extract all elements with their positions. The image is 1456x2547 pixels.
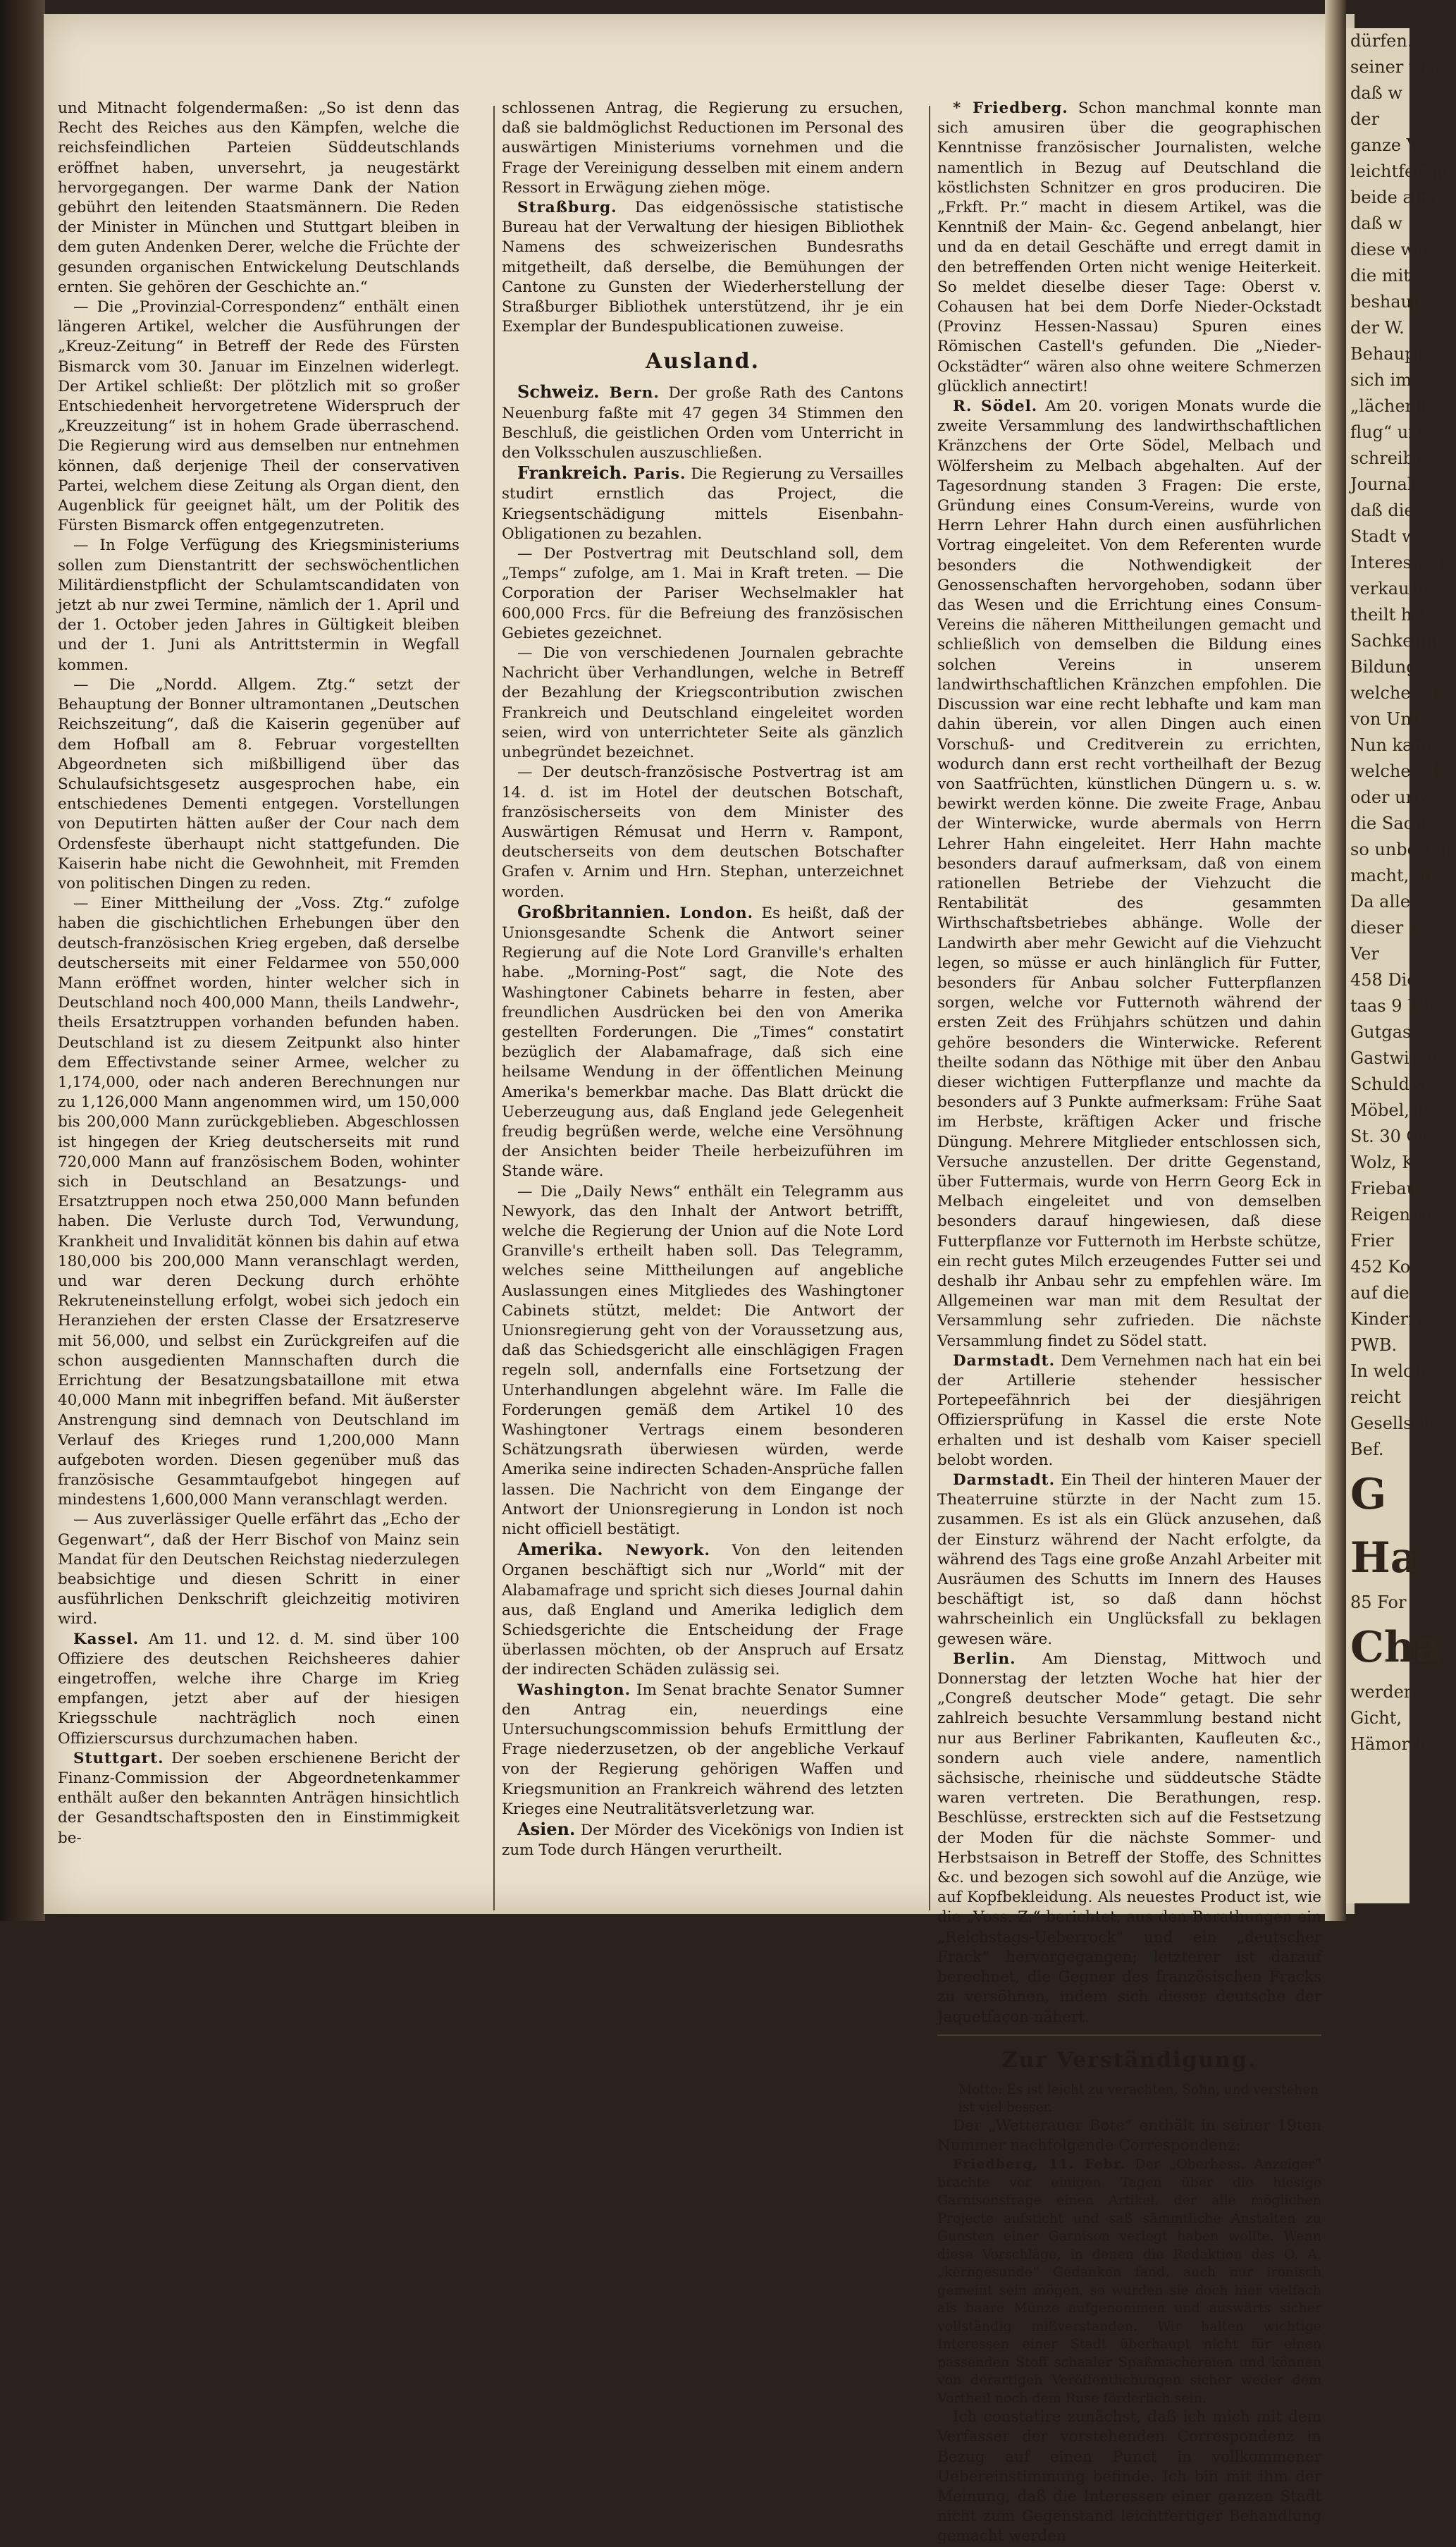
article-paragraph xyxy=(58,1749,459,1848)
adjacent-page-line: flug“ un xyxy=(1350,422,1419,442)
adjacent-page-ad-line: Cha xyxy=(1350,1623,1443,1672)
article-paragraph xyxy=(937,99,1321,397)
paragraph-text: Das eidgenössische statistische Bureau hat der Verwaltung der hiesigen Bibliothek Namens des schweizerischen Bundesraths mitgetheilt, daß derselbe, die Bemühungen der Cantone zu Gunsten der Wiederherstellung der Straßburger Bibliothek unterstützend, ihr je ein Exemplar der Bundespublicationen zuweise. xyxy=(502,199,903,336)
column-rule xyxy=(929,106,930,1910)
adjacent-page-ad-line: Ha xyxy=(1350,1533,1418,1583)
adjacent-page-line: macht, so xyxy=(1350,866,1433,885)
paragraph-text: Es heißt, daß der Unionsgesandte Schenk die Antwort seiner Regierung auf die Note Lord Granville's erhalten habe. „Morning-Post“ sagt, die Note des Washingtoner Cabinets beharre in festen, aber freundlichen Ausdrücken bei den von Amerika gestellten Forderungen. Die „Times“ constatirt bezüglich der Alabamafrage, daß sich eine heilsame Wendung in der öffentlichen Meinung Amerika's bemerkbar mache. Das Blatt drückt die Ueberzeugung aus, daß England jede Gelegenheit freudig begrüßen werde, welche eine Versöhnung der Ansichten beider Theile herbeizuführen im Stande wäre. xyxy=(502,904,903,1181)
dateline: Washington. xyxy=(517,1681,631,1699)
adjacent-page-line: dieser G xyxy=(1350,918,1423,938)
dateline: London. xyxy=(670,904,754,922)
article-paragraph xyxy=(502,1182,903,1540)
adjacent-page-line: welches d xyxy=(1350,761,1436,781)
adjacent-page-line: theilt hab xyxy=(1350,605,1433,625)
article-paragraph xyxy=(502,463,903,544)
paragraph-text: Schon manchmal konnte man sich amusiren über die geographischen Kenntnisse französischer Journalisten, welche namentlich in Bezug auf Deutschland die köstlichsten Schnitzer en gros produciren. Die „Frkft. Pr.“ macht in diesem Artikel, was die Kenntniß der Main- &c. Gegend anbelangt, hier und da en detail Geschäfte und erregt damit in den betreffenden Orten nicht wenige Heiterkeit. So meldet dieselbe dieser Tage: Oberst v. Cohausen hat bei dem Dorfe Nieder-Ockstadt (Provinz Hessen-Nassau) Spuren eines Römischen Castell's gefunden. Die „Nieder-Ockstädter“ wären also ohne weitere Schmerzen glücklich annectirt! xyxy=(937,99,1321,395)
article-paragraph xyxy=(502,544,903,644)
dateline: Darmstadt. xyxy=(953,1471,1056,1490)
section-divider xyxy=(937,2034,1321,2036)
paragraph-text: — Die „Daily News“ enthält ein Telegramm aus Newyork, das den Inhalt der Antwort betrifft, welche die Regierung der Union auf die Note Lord Granville's ertheilt haben soll. Das Telegramm, welches seine Mittheilungen auf angebliche Auslassungen eines Mitgliedes des Washingtoner Cabinets stützt, meldet: Die Antwort der Unionsregierung geht von der Voraussetzung aus, daß das Schiedsgericht alle einschlägigen Fragen regeln soll, andernfalls eine Fortsetzung der Unterhandlungen abgelehnt wäre. Im Falle die Forderungen gemäß dem Artikel 10 des Washingtoner Vertrags einem besonderen Schätzungsrath überwiesen würden, werde Amerika seine indirecten Schaden-Ansprüche fallen lassen. Die Nachricht von dem Eingange der Antwort der Unionsregierung in London ist noch nicht officiell bestätigt. xyxy=(502,1182,903,1539)
paragraph-text: Am 20. vorigen Monats wurde die zweite Versammlung des landwirthschaftlichen Kränzchens der Orte Södel, Melbach und Wölfersheim zu Melbach abgehalten. Auf der Tagesordnung standen 3 Fragen: Die erste, Gründung eines Consum-Vereins, wurde von Herrn Lehrer Hahn durch einen ausführlichen Vortrag eingeleitet. Von dem Referenten wurde besonders die Nothwendigkeit der Genossenschaften hervorgehoben, sodann über das Wesen und die Errichtung eines Consum-Vereins die näheren Mittheilungen gemacht und schließlich von demselben die Bildung eines solchen Vereins in unserem landwirthschaftlichen Kränzchen empfohlen. Die Discussion war eine recht lebhafte und kam man dahin überein, vor allen Dingen auch einen Vorschuß- und Creditverein zu errichten, wodurch dann erst recht vortheilhaft der Bezug von Saatfrüchten, künstlichen Düngern u. s. w. bewirkt werden könne. Die zweite Frage, Anbau der Winterwicke, wurde abermals von Herrn Lehrer Hahn eingeleitet. Herr Hahn machte besonders darauf aufmerksam, daß von einem rationellen Betriebe der Viehzucht die Rentabilität des gesammten Wirthschaftsbetriebes abhänge. Wolle der Landwirth aber mehr Gewicht auf die Viehzucht legen, so müsse er auch hinlänglich für Futter, besonders für Anbau solcher Futterpflanzen sorgen, welche vor Futternoth während der ersten Zeit des Frühjahrs schützen und dahin gehöre besonders die Winterwicke. Referent theilte sodann das Nöthige mit über den Anbau dieser wichtigen Futterpflanze und machte da besonders auf 3 Punkte aufmerksam: Frühe Saat im Herbste, kräftigen Acker und frische Düngung. Mehrere Mitglieder entschlossen sich, Versuche anzustellen. Der dritte Gegenstand, über Futtermais, wurde von Herrn Georg Eck in Melbach eingeleitet und von demselben besonders darauf hingewiesen, daß diese Futterpflanze vor Futternoth im Herbste schütze, ein recht gutes Milch erzeugendes Futter sei und deshalb ihr Anbau sehr zu empfehlen wäre. Im Allgemeinen war man mit dem Resultat der Versammlung sehr zufrieden. Die nächste Versammlung findet zu Södel statt. xyxy=(937,398,1321,1350)
dateline: Kassel. xyxy=(73,1630,140,1648)
paragraph-text: — Die „Nordd. Allgem. Ztg.“ setzt der Behauptung der Bonner ultramontanen „Deutschen Reichszeitung“, daß die Kaiserin gegenüber auf dem Hofball am 8. Februar vorgestellten Abgeordneten sich mißbilligend über das Schulaufsichtsgesetz ausgesprochen habe, ein entschiedenes Dementi entgegen. Vorstellungen von Deputirten hätten außer der Cour nach dem Ordensfeste überhaupt nicht stattgefunden. Die Kaiserin habe nicht die Gewohnheit, mit Fremden von politischen Dingen zu reden. xyxy=(58,675,459,892)
adjacent-page-ad-line: Gutgasse xyxy=(1350,1022,1430,1042)
adjacent-page-ad-line: reicht xyxy=(1350,1387,1401,1407)
paragraph-text: schlossenen Antrag, die Regierung zu ersuchen, daß sie baldmöglichst Reductionen im Personal des auswärtigen Ministeriums vornehmen und die Frage der Vereinigung desselben mit einem andern Ressort in Erwägung ziehen möge. xyxy=(502,99,903,197)
article-paragraph xyxy=(502,1819,903,1860)
article-paragraph xyxy=(937,1471,1321,1650)
adjacent-page-line: daß w xyxy=(1350,83,1402,103)
adjacent-page-line: Behauptun xyxy=(1350,344,1444,364)
dateline: * Friedberg. xyxy=(953,99,1068,117)
article-paragraph xyxy=(58,894,459,1510)
column-2 xyxy=(502,99,903,1860)
dateline: Berlin. xyxy=(953,1650,1016,1668)
paragraph-text: Der soeben erschienene Bericht der Finanz-Commission der Abgeordnetenkammer enthält außer den bekannten Anträgen hinsichtlich der Gesandtschaftsposten den in Einstimmigkeit be- xyxy=(58,1749,459,1847)
adjacent-page-line: Da alle xyxy=(1350,892,1411,912)
paragraph-text: Von den leitenden Organen beschäftigt sich nur „World“ mit der Alabamafrage und spricht sich dieses Journal dahin aus, daß England und Amerika lediglich dem Schiedsgerichte die Entscheidung der Frage überlassen möchten, ob der Anspruch auf Ersatz der indirecten Schäden zulässig sei. xyxy=(502,1542,903,1679)
article-paragraph xyxy=(58,1510,459,1629)
adjacent-page-line: Journal xyxy=(1350,474,1413,494)
adjacent-page-ad-line: In welche xyxy=(1350,1361,1434,1381)
paragraph-text: — Der Postvertrag mit Deutschland soll, dem „Temps“ zufolge, am 1. Mai in Kraft treten. — Die Corporation der Pariser Wechselmakler hat 600,000 Frcs. für die Befreiung des französischen Gebietes gezeichnet. xyxy=(502,545,903,642)
adjacent-page-ad-line: Friebau xyxy=(1350,1179,1418,1198)
adjacent-page-line: seiner wiss xyxy=(1350,57,1446,77)
book-edge xyxy=(0,0,45,1921)
adjacent-page-line: schreibe xyxy=(1350,448,1424,468)
article-paragraph xyxy=(502,1681,903,1819)
adjacent-page-ad-line: Gesellsch xyxy=(1350,1413,1433,1433)
paragraph-text: und Mitnacht folgendermaßen: „So ist denn das Recht des Reiches aus den Kämpfen, welche die reichsfeindlichen Parteien Süddeutschlands eröffnet haben, unversehrt, ja neugestärkt hervorgegangen. Der warme Dank der Nation gebührt den leitenden Staatsmännern. Die Reden der Minister in München und Stuttgart bleiben in dem guten Andenken Derer, welche die Früchte der gesunden organischen Entwickelung Deutschlands ernten. Sie gehören der Geschichte an.“ xyxy=(58,99,459,296)
paragraph-text: Ein Theil der hinteren Mauer der Theaterruine stürzte in der Nacht zum 15. zusammen. Es ist als ein Glück anzusehen, daß der Einsturz während der Nacht erfolgte, da während des Tags eine große Anzahl Arbeiter mit Ausräumen des Schutts im Innern des Hauses beschäftigt ist, so daß dann höchst wahrscheinlich ein Unglücksfall zu beklagen gewesen wäre. xyxy=(937,1471,1321,1648)
article-paragraph xyxy=(502,763,903,902)
paragraph-text: Die Regierung zu Versailles studirt ernstlich das Project, die Kriegsentschädigung mittels Eisenbahn-Obligationen zu bezahlen. xyxy=(502,465,903,543)
article-paragraph xyxy=(502,644,903,763)
paragraph-text: Ich constatire zunächst, daß ich mich mit dem Verfasser der vorstehenden Correspondenz in Bezug auf einen Punct in vollkommener Uebereinstimmung befinde. Ich bin mit ihm der Meinung, daß die Interessen einer ganzen Stadt nicht zum Gegenstand leichtfertiger Behandlung gemacht werden xyxy=(937,2408,1321,2546)
adjacent-page-line: welches d xyxy=(1350,683,1436,703)
adjacent-page-fragment xyxy=(1346,28,1456,1903)
motto: Motto: Es ist leicht zu verachten, Sohn, und verstehen ist viel besser. xyxy=(958,2082,1319,2115)
paragraph-text: — Aus zuverlässiger Quelle erfährt das „Echo der Gegenwart“, daß der Herr Bischof von Mainz sein Mandat für den Deutschen Reichstag niederzulegen beabsichtige und diesen Schritt in einer ausführlichen Denkschrift gleichzeitig motiviren wird. xyxy=(58,1511,459,1628)
dateline: Darmstadt. xyxy=(953,1351,1056,1370)
adjacent-page-line: von Unbe xyxy=(1350,709,1433,729)
adjacent-page-line: daß w xyxy=(1350,214,1402,233)
adjacent-page-ad-line: PWB. xyxy=(1350,1335,1398,1355)
article-paragraph xyxy=(58,297,459,536)
article-paragraph xyxy=(937,2407,1321,2546)
adjacent-page-line: dürfen. xyxy=(1350,31,1413,51)
paragraph-text: Im Senat brachte Senator Sumner den Antrag ein, neuerdings eine Untersuchungscommission behufs Ermittlung der Frage niederzusetzen, ob der angebliche Verkauf von der Regierung gehörigen Waffen und Kriegsmunition an Frankreich während des letzten Krieges eine Neutralitätsverletzung war. xyxy=(502,1681,903,1818)
adjacent-page-line: der W. xyxy=(1350,318,1405,338)
paragraph-text: Der „Wetterauer Bote“ enthält in seiner 19ten Nummer nachfolgende Correspondenz: xyxy=(937,2116,1321,2154)
paragraph-text: — Der deutsch-französische Postvertrag ist am 14. d. ist im Hotel der deutschen Botschaft, französischerseits von dem Minister des Auswärtigen Rémusat und Herrn v. Rampont, deutscherseits von dem deutschen Botschafter Grafen v. Arnim und Hrn. Stephan, unterzeichnet worden. xyxy=(502,763,903,901)
page-gutter xyxy=(1325,0,1346,1921)
adjacent-page-ad-line: 458 Die xyxy=(1350,970,1417,990)
adjacent-page-ad-line: St. 30 Ok xyxy=(1350,1127,1431,1146)
paragraph-text: Dem Vernehmen nach hat ein bei der Artillerie stehender hessischer Portepeefähnrich bei der diesjährigen Offiziersprüfung in Kassel die erste Note erhalten und ist deshalb vom Kaiser speciell belobt worden. xyxy=(937,1351,1321,1469)
adjacent-page-ad-line: Möbel, B xyxy=(1350,1100,1428,1120)
adjacent-page-line: so unbedeu xyxy=(1350,840,1449,859)
country-heading: Amerika. xyxy=(517,1539,603,1560)
dateline: R. Södel. xyxy=(953,398,1038,416)
article-paragraph xyxy=(937,1351,1321,1471)
adjacent-page-line: oder unw xyxy=(1350,787,1431,807)
paragraph-text: Der „Oberhess. Anzeiger“ brachte vor einigen Tagen über die hiesige Garnisonsfrage einen Artikel, der alle möglichen Projecte aufsticht und saß sämmtliche Anstalten zu Gunsten einer Garnison verlegt haben wollte. Wenn diese Vorschläge, in denen die Redaktion des O. A. „kerngesunde“ Gedanken fand, auch nur ironisch gemeint sein mögen, so wurden sie doch hier vielfach als baare Münze aufgenommen und auswärts sicher vollständig mißverstanden. Wir halten wichtige Interessen einer Stadt überhaupt nicht für einen passenden Stoff schaaler Spaßmachereien und können von derartigen Veröffentlichungen sicher weder dem Vortheil noch dem Ruse förderlich sein. xyxy=(937,2156,1321,2406)
adjacent-page-line: beide aber xyxy=(1350,188,1442,207)
adjacent-page-ad-line: taas 9 Uh xyxy=(1350,996,1433,1016)
adjacent-page-ad-line: Bef. xyxy=(1350,1440,1384,1459)
article-paragraph xyxy=(937,397,1321,1351)
article-paragraph xyxy=(58,99,459,297)
adjacent-page-line: „lächerlic xyxy=(1350,396,1433,416)
article-paragraph xyxy=(502,1540,903,1680)
article-paragraph xyxy=(937,2116,1321,2156)
paragraph-text: — Die „Provinzial-Correspondenz“ enthält einen längeren Artikel, welcher die Ausführungen der „Kreuz-Zeitung“ in Betreff der Rede des Fürsten Bismarck vom 30. Januar im Einzelnen widerlegt. Der Artikel schließt: Der plötzlich mit so großer Entschiedenheit hervorgetretene Widerspruch der „Kreuzzeitung“ ist in hohem Grade überraschend. Die Regierung wird aus demselben nur entnehmen können, daß derjenige Theil der conservativen Partei, welchem diese Zeitung als Organ dient, den Augenblick für geeignet hält, um der Politik des Fürsten Bismarck offen entgegenzutreten. xyxy=(58,298,459,535)
adjacent-page-line: Interessen xyxy=(1350,553,1441,572)
adjacent-page-ad-line: Frier xyxy=(1350,1231,1394,1251)
adjacent-page-ad-line: Kindern xyxy=(1350,1309,1419,1329)
paragraph-text: Am Dienstag, Mittwoch und Donnerstag der letzten Woche hat hier der „Congreß deutscher Mode“ getagt. Die sehr zahlreich besuchte Versammlung bestand nicht nur aus Berliner Fabrikanten, Kaufleuten &c., sondern auch viele andere, namentlich sächsische, rheinische und süddeutsche Städte waren vertreten. Die Berathungen, resp. Beschlüsse, erstreckten sich auf die Festsetzung der Moden für die nächste Sommer- und Herbstsaison in Betreff der Stoffe, des Schnittes &c. und bezogen sich sowohl auf die Anzüge, wie auf Kopfbekleidung. Als neuestes Product ist, wie die „Voss. Z.“ berichtet, aus den Berathungen ein „Reichstags-Ueberrock“ und ein „deutscher Frack“ hervorgegangen; letzterer ist darauf berechnet, die Gegner des französischen Fracks zu versöhnen, indem sich dieser deutsche der Jaquetfaçon nähert. xyxy=(937,1650,1321,2026)
adjacent-page-line: daß diese xyxy=(1350,501,1433,520)
adjacent-page-ad-line: Wolz, K xyxy=(1350,1153,1414,1172)
article-paragraph xyxy=(502,198,903,337)
adjacent-page-ad-line: Reigenwe xyxy=(1350,1205,1435,1225)
column-3 xyxy=(937,99,1321,2547)
article-paragraph xyxy=(502,902,903,1182)
adjacent-page-line: beshaupt xyxy=(1350,292,1430,312)
section-heading: Zur Verständigung. xyxy=(1001,2047,1257,2073)
paragraph-text: — In Folge Verfügung des Kriegsministeriums sollen zum Dienstantritt der sechswöchentlichen Militärdienstpflicht der Schulamtscandidaten von jetzt ab nur zwei Termine, nämlich der 1. April und der 1. October jeden Jahres in Gültigkeit bleiben und der 1. Juni als Antrittstermin in Wegfall kommen. xyxy=(58,536,459,674)
adjacent-page-line: verkaufe xyxy=(1350,579,1426,599)
section-heading: Ausland. xyxy=(645,349,760,374)
article-paragraph xyxy=(58,675,459,894)
adjacent-page-ad-line: werden xyxy=(1350,1682,1415,1702)
dateline: Newyork. xyxy=(603,1542,711,1560)
article-paragraph xyxy=(937,2156,1321,2407)
adjacent-page-ad-line: G xyxy=(1350,1470,1387,1519)
adjacent-page-line: Stadt w xyxy=(1350,527,1417,546)
column-rule xyxy=(493,106,495,1910)
article-paragraph xyxy=(502,99,903,198)
column-1 xyxy=(58,99,459,1848)
country-heading: Großbritannien. xyxy=(517,901,671,922)
dateline: Paris. xyxy=(627,465,686,484)
adjacent-page-ad-line: 452 Ko xyxy=(1350,1257,1411,1277)
adjacent-page-line: leichtfertige xyxy=(1350,161,1456,181)
paragraph-text: Am 11. und 12. d. M. sind über 100 Offiziere des deutschen Reichsheeres dahier eingetroffen, welche ihre Charge im Krieg empfangen, jetzt aber auf der hiesigen Kriegsschule nachträglich noch einen Offizierscursus durchzumachen haben. xyxy=(58,1630,459,1748)
adjacent-page-line: die mit xyxy=(1350,266,1410,286)
adjacent-page-ad-line: Hämorrh xyxy=(1350,1734,1429,1754)
adjacent-page-ad-line: Gicht, xyxy=(1350,1708,1402,1728)
adjacent-page-ad-line: auf dies xyxy=(1350,1283,1418,1303)
country-heading: Schweiz. xyxy=(517,381,600,403)
adjacent-page-line: Sachkennt xyxy=(1350,631,1441,651)
country-heading: Frankreich. xyxy=(517,462,628,484)
dateline: Friedberg, 11. Febr. xyxy=(953,2156,1125,2173)
dateline: Stuttgart. xyxy=(73,1749,164,1767)
adjacent-page-line: Nun kann xyxy=(1350,735,1435,755)
dateline: Bern. xyxy=(599,384,660,403)
article-paragraph xyxy=(502,382,903,463)
adjacent-page-ad-line: Schuldwe xyxy=(1350,1074,1434,1094)
article-paragraph xyxy=(58,1630,459,1749)
adjacent-page-line: die Sache xyxy=(1350,814,1434,833)
paragraph-text: Der Mörder des Vicekönigs von Indien ist zum Tode durch Hängen verurtheilt. xyxy=(502,1822,903,1860)
adjacent-page-line: der xyxy=(1350,109,1380,129)
article-paragraph xyxy=(937,1650,1321,2027)
article-paragraph xyxy=(58,536,459,675)
adjacent-page-ad-line: Gastwirths xyxy=(1350,1048,1444,1068)
paragraph-text: — Die von verschiedenen Journalen gebrachte Nachricht über Verhandlungen, welche in Betreff der Bezahlung der Kriegscontribution zwischen Frankreich und Deutschland eingeleitet worden seien, wird von unterrichteter Seite als gänzlich unbegründet bezeichnet. xyxy=(502,644,903,762)
dateline: Straßburg. xyxy=(517,199,617,217)
adjacent-page-ad-line: 85 For xyxy=(1350,1592,1407,1612)
paragraph-text: — Einer Mittheilung der „Voss. Ztg.“ zufolge haben die gischichtlichen Erhebungen über den deutsch-französischen Krieg ergeben, daß derselbe deutscherseits mit einer Feldarmee von 550,000 Mann eröffnet worden, hinter welcher sich in Deutschland noch 400,000 Mann, theils Landwehr-, theils Ersatztruppen vorhanden befunden haben. Deutschland ist zu diesem Zeitpunkt also hinter dem Effectivstande seiner Armee, welcher zu 1,174,000, oder nach anderen Berechnungen nur zu 1,126,000 Mann angenommen wird, um 150,000 bis 200,000 Mann zurückgeblieben. Abgeschlossen ist hingegen der Krieg deutscherseits mit rund 720,000 Mann auf französischem Boden, wohinter sich in Deutschland an Besatzungs- und Ersatztruppen noch etwa 250,000 Mann befunden haben. Die Verluste durch Tod, Verwundung, Krankheit und Invalidität können bis dahin auf etwa 180,000 bis 200,000 Mann veranschlagt werden, und war deren Deckung durch erhöhte Rekruteneinstellung erfolgt, wobei sich jedoch ein Heranziehen der ersten Classe der Ersatzreserve mit 56,000, und selbst ein Zurückgreifen auf die schon ausgedienten Mannschaften durch die Errichtung der Besatzungsbataillone mit etwa 40,000 Mann mit inbegriffen befand. Mit äußerster Anstrengung sind demnach von Deutschland im Verlauf des Krieges rund 1,200,000 Mann aufgeboten worden. Diesen gegenüber muß das französische Gesammtaufgebot hingegen auf mindestens 1,600,000 Mann veranschlagt werden. xyxy=(58,895,459,1509)
adjacent-page-line: Bildung xyxy=(1350,657,1417,677)
paragraph-text: Der große Rath des Cantons Neuenburg faßte mit 47 gegen 34 Stimmen den Beschluß, die geistlichen Orden vom Unterricht in den Volksschulen auszuschließen. xyxy=(502,384,903,462)
adjacent-page-line: sich im xyxy=(1350,370,1412,390)
adjacent-page-line: ganze Vor xyxy=(1350,135,1436,155)
country-heading: Asien. xyxy=(517,1819,576,1840)
adjacent-page-ad-line: Ver xyxy=(1350,944,1379,964)
adjacent-page-line: diese wic xyxy=(1350,240,1431,259)
